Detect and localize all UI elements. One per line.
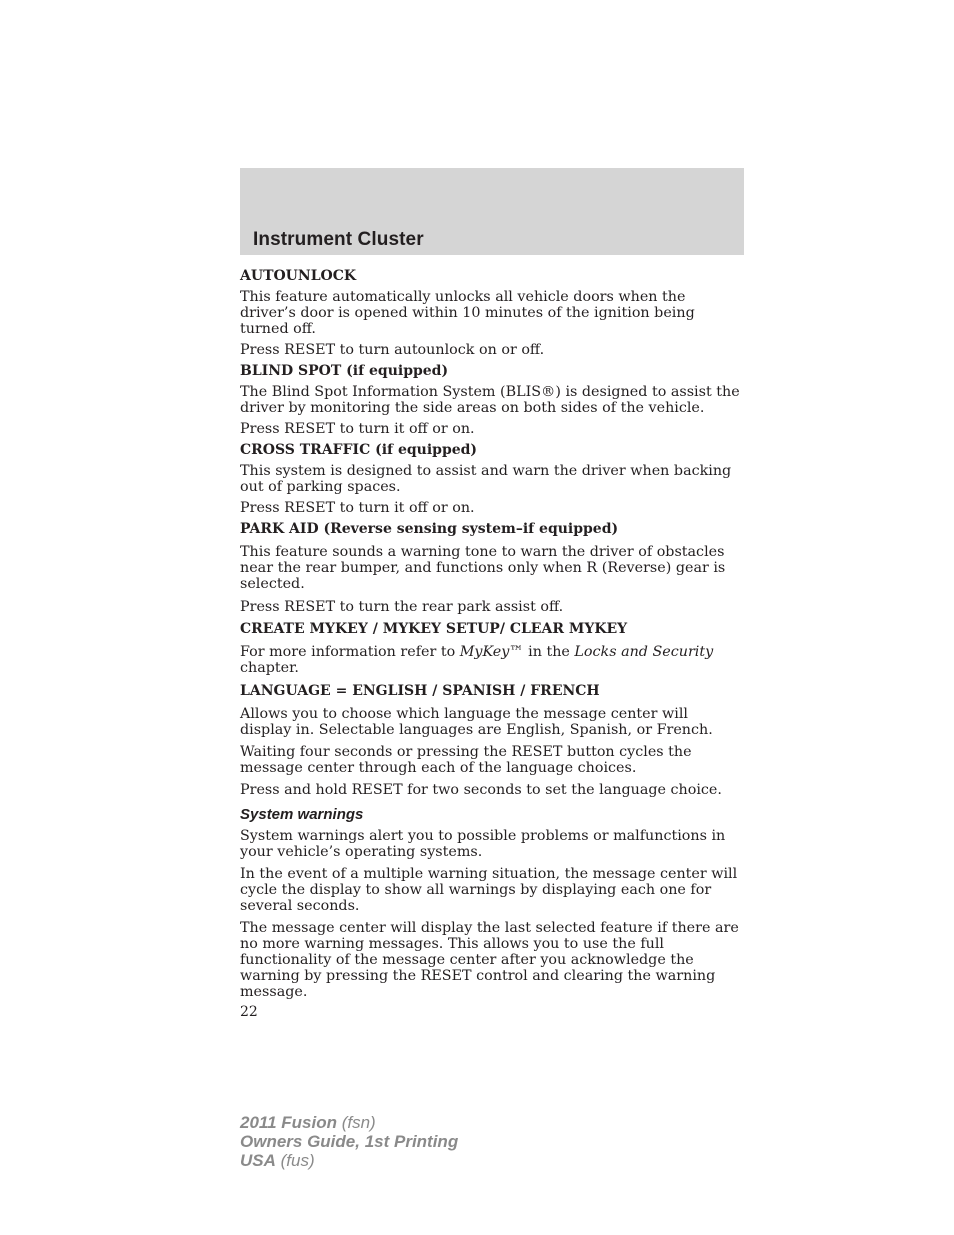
mykey-paragraph bbox=[240, 644, 740, 676]
language-paragraph-3: Press and hold RESET for two seconds to set the language choice. bbox=[240, 782, 722, 798]
system-warnings-paragraph-2: In the event of a multiple warning situation, the message center will cycle the display to show all warnings by displaying each one for several seconds. bbox=[240, 866, 738, 914]
language-heading: LANGUAGE = ENGLISH / SPANISH / FRENCH bbox=[240, 683, 600, 699]
system-warnings-paragraph-3: The message center will display the last selected feature if there are no more warning messages. This allows you to use the full functionality of the message center after you acknowledge the warning by pressing the RESET control and clearing the warning message. bbox=[240, 920, 739, 1000]
footer-line-2 bbox=[240, 1132, 458, 1151]
system-warnings-paragraph-1: System warnings alert you to possible problems or malfunctions in your vehicle’s operating systems. bbox=[240, 828, 726, 860]
park-aid-heading: PARK AID (Reverse sensing system–if equipped) bbox=[240, 521, 619, 537]
language-paragraph-1: Allows you to choose which language the message center will display in. Selectable languages are English, Spanish, or French. bbox=[240, 706, 713, 738]
language-paragraph-2: Waiting four seconds or pressing the RESET button cycles the message center through each of the language choices. bbox=[240, 744, 692, 776]
footer-line-1 bbox=[240, 1113, 458, 1132]
cross-traffic-paragraph: This system is designed to assist and warn the driver when backing out of parking spaces. bbox=[240, 463, 732, 495]
system-warnings-heading: System warnings bbox=[240, 806, 364, 823]
section-header-band bbox=[240, 168, 744, 255]
mykey-text-a: For more information refer to bbox=[240, 644, 460, 660]
footer-market-code: (fus) bbox=[275, 1151, 315, 1170]
park-aid-instruction: Press RESET to turn the rear park assist off. bbox=[240, 599, 564, 615]
cross-traffic-instruction: Press RESET to turn it off or on. bbox=[240, 500, 475, 516]
blind-spot-instruction: Press RESET to turn it off or on. bbox=[240, 421, 475, 437]
autounlock-heading: AUTOUNLOCK bbox=[240, 268, 357, 284]
cross-traffic-heading: CROSS TRAFFIC (if equipped) bbox=[240, 442, 478, 458]
page-number: 22 bbox=[240, 1004, 258, 1020]
footer-guide: Owners Guide, 1st Printing bbox=[240, 1132, 459, 1151]
footer-line-3 bbox=[240, 1151, 458, 1170]
page-content bbox=[240, 268, 740, 1020]
locks-security-reference: Locks and Security bbox=[574, 644, 714, 660]
park-aid-paragraph: This feature sounds a warning tone to warn the driver of obstacles near the rear bumper, and functions only when R (Reverse) gear is selected. bbox=[240, 544, 726, 592]
footer-model: 2011 Fusion bbox=[240, 1113, 337, 1132]
footer-market: USA bbox=[240, 1151, 276, 1170]
autounlock-instruction: Press RESET to turn autounlock on or off. bbox=[240, 342, 545, 358]
mykey-text-c: in the bbox=[523, 644, 575, 660]
footer-model-code: (fsn) bbox=[337, 1113, 376, 1132]
document-footer bbox=[240, 1113, 458, 1170]
mykey-text-e: chapter. bbox=[240, 660, 299, 676]
mykey-heading: CREATE MYKEY / MYKEY SETUP/ CLEAR MYKEY bbox=[240, 621, 628, 637]
blind-spot-heading: BLIND SPOT (if equipped) bbox=[240, 363, 449, 379]
blind-spot-paragraph: The Blind Spot Information System (BLIS®) is designed to assist the driver by monitoring the side areas on both sides of the vehicle. bbox=[240, 384, 740, 416]
section-title: Instrument Cluster bbox=[253, 229, 424, 250]
mykey-reference: MyKey™ bbox=[459, 644, 524, 660]
autounlock-paragraph: This feature automatically unlocks all vehicle doors when the driver’s door is opened within 10 minutes of the ignition being turned off. bbox=[240, 289, 695, 337]
